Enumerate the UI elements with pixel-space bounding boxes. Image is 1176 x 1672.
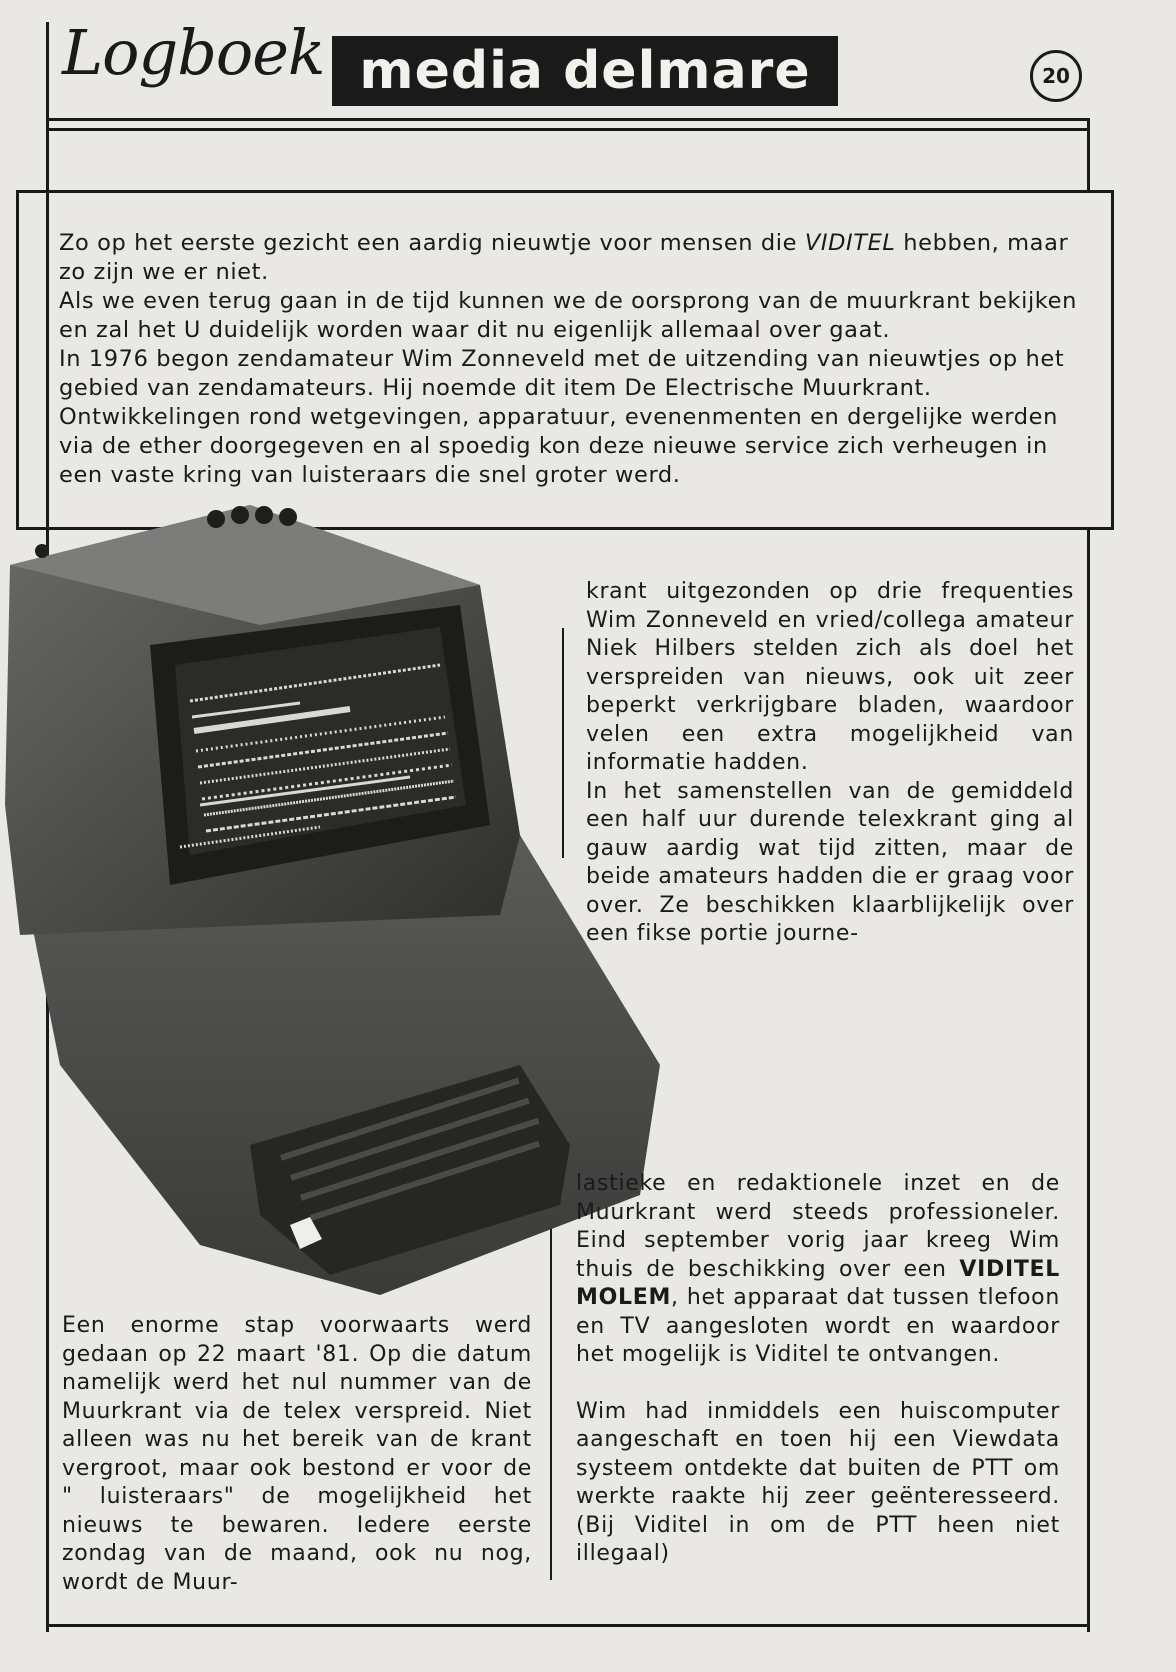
paragraph-gap (576, 1370, 1060, 1398)
right-bottom-paragraph-1 (576, 1170, 1060, 1370)
bottom-frame-rule (46, 1624, 1090, 1627)
right-bottom-p1-text-end: , het apparaat dat tussen tlefoon en TV aangesloten wordt en waardoor het mogelijk is Viditel te ontvangen. (576, 1285, 1060, 1367)
intro-text (59, 229, 1089, 490)
intro-paragraph-3: In 1976 begon zendamateur Wim Zonneveld met de uitzending van nieuwtjes op het gebied van zendamateurs. Hij noemde dit item De Electrische Muurkrant. Ontwikkelingen rond wetgevingen, apparatuur, evenenmenten en dergelijke werden via de ether doorgegeven en al spoedig kon deze nieuwe service zich verheugen in een vaste kring van luisteraars die snel groter werd. (59, 346, 1065, 488)
right-column-bottom (576, 1170, 1060, 1569)
left-bottom-paragraph-1: Een enorme stap voorwaarts werd gedaan op 22 maart '81. Op die datum namelijk werd het nul nummer van de Muurkrant via de telex verspreid. Niet alleen was nu het bereik van de krant vergroot, maar ook bestond er voor de " luisteraars" de mogelijkheid het nieuws te bewaren. Iedere eerste zondag van de maand, ook nu nog, wordt de Muur- (62, 1313, 532, 1595)
logo-script: Logboek (62, 16, 325, 89)
right-frame-rule-bottom (1087, 528, 1090, 1632)
intro-p1-text-end: hebben, maar zo zijn we er niet. (59, 230, 1069, 285)
intro-paragraph-2: Als we even terug gaan in de tijd kunnen we de oorsprong van de muurkrant bekijken en zal het U duidelijk worden waar dit nu eigenlijk allemaal over gaat. (59, 288, 1077, 343)
right-bottom-p1-emphasis: VIDITEL MOLEM (576, 1256, 1060, 1310)
intro-p1-emphasis: VIDITEL (804, 230, 896, 256)
right-top-paragraph-1: krant uitgezonden op drie frequenties Wim Zonneveld en vried/collega amateur Niek Hilbers stelden zich als doel het verspreiden van nieuws, ook uit zeer beperkt verkrijgbare bladen, waardoor velen een extra mogelijkheid van informatie hadden. (586, 579, 1074, 775)
header-rule-bottom (46, 128, 1090, 131)
intro-box (16, 190, 1114, 530)
left-column-bottom (62, 1312, 532, 1597)
logo-block: media delmare (332, 36, 838, 106)
page-number: 20 (1030, 50, 1082, 102)
intro-paragraph-1 (59, 229, 1089, 287)
right-top-paragraph-2: In het samenstellen van de gemiddeld een half uur durende telexkrant ging al gauw aardig wat tijd zitten, maar de beide amateurs hadden die er graag voor over. Ze beschikken klaarblijkelijk over een fikse portie journe- (586, 778, 1074, 946)
right-frame-rule-top (1087, 118, 1090, 192)
header-rule-top (46, 118, 1090, 121)
intro-p1-text: Zo op het eerste gezicht een aardig nieuwtje voor mensen die (59, 230, 805, 256)
right-bottom-p1-text: lastieke en redaktionele inzet en de Muurkrant werd steeds professioneler. Eind september vorig jaar kreeg Wim thuis de beschikking over een (576, 1171, 1060, 1282)
right-bottom-paragraph-2: Wim had inmiddels een huiscomputer aangeschaft en toen hij een Viewdata systeem ontdekte dat buiten de PTT om werkte raakte hij zeer geënteresseerd. (Bij Viditel in om de PTT heen niet illegaal) (576, 1398, 1060, 1566)
right-column-top (586, 578, 1074, 949)
